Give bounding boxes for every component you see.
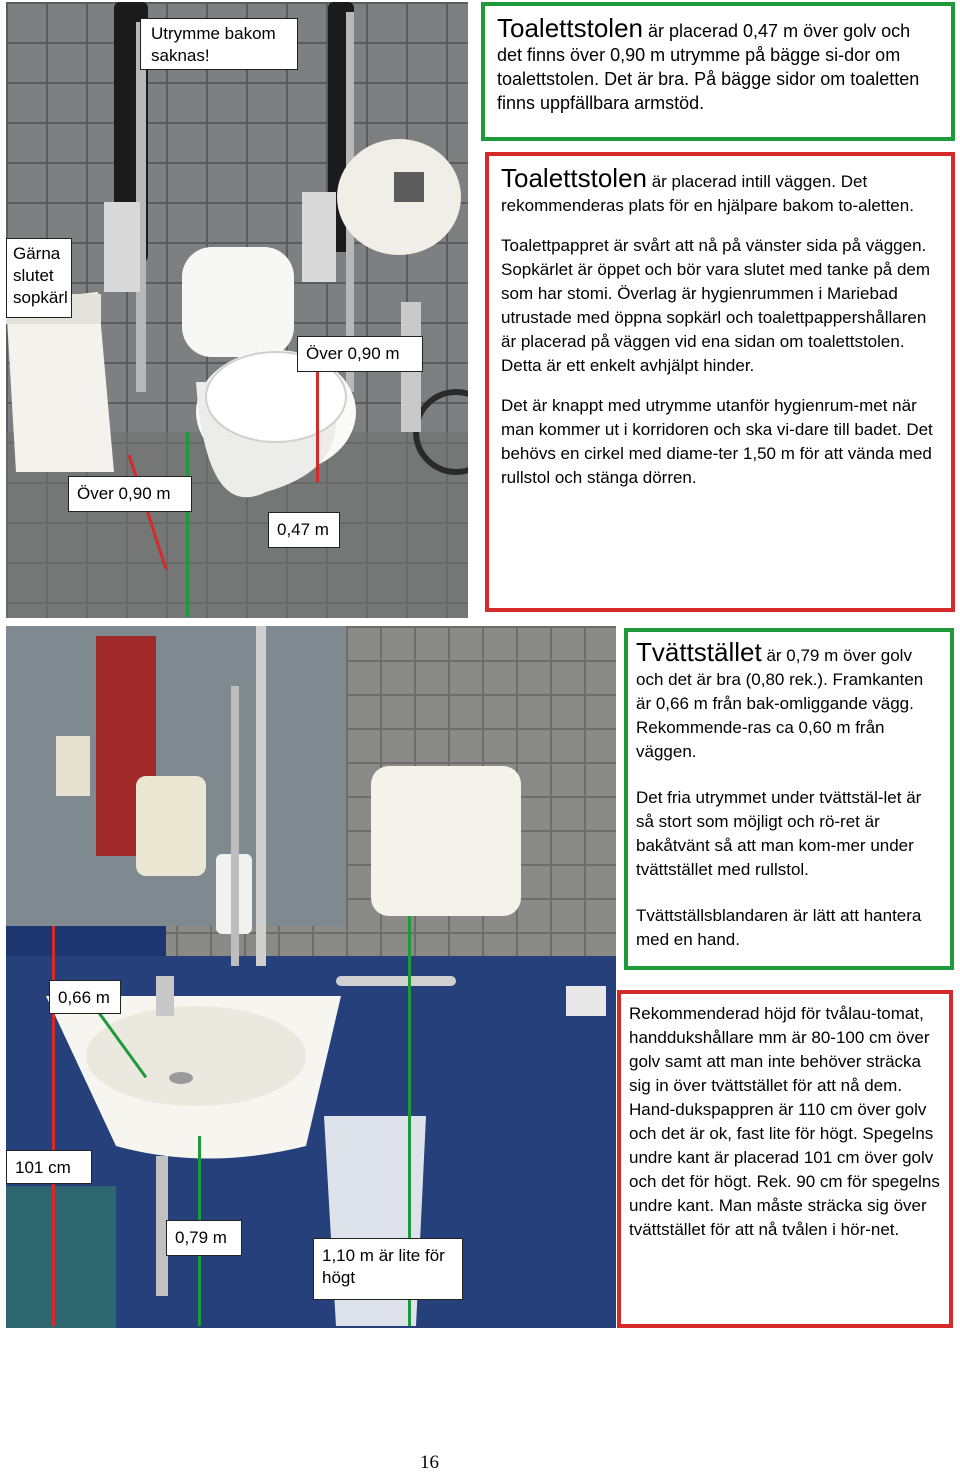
- label-over-090-left-text: Över 0,90 m: [77, 484, 171, 503]
- label-closed-bin-text: Gärna slutet sopkärl: [13, 244, 68, 307]
- toilet-photo-illustration: [6, 2, 468, 618]
- sink-info-box-2: [617, 990, 953, 1328]
- label-height-079: [166, 1220, 242, 1256]
- sink-info-box-1: [624, 628, 954, 970]
- toilet-info-2-p3: Det är knappt med utrymme utanför hygienrum-met när man kommer ut i korridoren och ska vi-dare till badet. Det behövs en cirkel med diame-ter 1,50 m för att vända med rullstol och stänga dörren.: [501, 396, 933, 487]
- label-over-090-right-text: Över 0,90 m: [306, 344, 400, 363]
- measure-line-over-090: [316, 362, 319, 482]
- sink-photo: [6, 626, 616, 1328]
- toilet-info-1-body: är placerad 0,47 m över golv och det finns över 0,90 m utrymme på bägge si-dor om toalettstolen. Det är bra. På bägge sidor om toaletten finns uppfällbara armstöd.: [497, 21, 920, 113]
- label-depth-066: [49, 980, 121, 1014]
- label-height-047: [268, 512, 340, 548]
- toilet-info-1-lead: Toalettstolen: [497, 13, 643, 43]
- toilet-info-box-2: [485, 152, 955, 612]
- label-height-079-text: 0,79 m: [175, 1228, 227, 1247]
- label-closed-bin: [6, 238, 72, 318]
- toilet-info-2-lead: Toalettstolen: [501, 163, 647, 193]
- toilet-photo: [6, 2, 468, 618]
- label-height-110-text: 1,10 m är lite för högt: [322, 1246, 445, 1287]
- toilet-info-1-text: [497, 13, 939, 115]
- label-depth-066-text: 0,66 m: [58, 988, 110, 1007]
- toilet-info-box-1: [481, 2, 955, 141]
- label-mirror-101: [6, 1150, 92, 1184]
- page-number: 16: [420, 1452, 439, 1473]
- sink-info-1-p3: Tvättställsblandaren är lätt att hantera med en hand.: [636, 906, 922, 949]
- label-height-047-text: 0,47 m: [277, 520, 329, 539]
- label-height-110: [313, 1238, 463, 1300]
- label-mirror-101-text: 101 cm: [15, 1158, 71, 1177]
- label-space-behind: [140, 18, 298, 70]
- label-space-behind-text: Utrymme bakom saknas!: [151, 24, 276, 65]
- label-over-090-right: [297, 336, 423, 372]
- measure-line-047: [186, 432, 189, 617]
- sink-info-1-p1-body: är 0,79 m över golv och det är bra (0,80 rek.). Framkanten är 0,66 m från bak-omliggande vägg. Rekommende-ras ca 0,60 m från väggen.: [636, 646, 924, 761]
- label-over-090-left: [68, 476, 192, 512]
- sink-info-1-p2: Det fria utrymmet under tvättstäl-let är så stort som möjligt och rö-ret är bakåtvänt så att man kom-mer under tvättstället med rullstol.: [636, 788, 922, 879]
- sink-info-1-p1: [636, 637, 942, 764]
- sink-info-2-text: Rekommenderad höjd för tvålau-tomat, handdukshållare mm är 80-100 cm över golv samt att man inte behöver sträcka sig in över tvättstället för att nå dem. Hand-dukspappren är 110 cm över golv och det är ok, fast lite för högt. Spegelns undre kant är placerad 101 cm över golv och det för högt. Rek. 90 cm för spegelns undre kant. Man måste sträcka sig över tvättstället för att nå tvålen i hör-net.: [629, 1004, 940, 1239]
- toilet-info-2-p1: [501, 163, 939, 218]
- toilet-info-2-p1-body: är placerad intill väggen. Det rekommenderas plats för en hjälpare bakom to-aletten.: [501, 172, 914, 215]
- toilet-info-2-p2: Toalettpappret är svårt att nå på vänster sida på väggen. Sopkärlet är öppet och bör vara slutet med tanke på dem som har stomi. Överlag är hygienrummen i Mariebad utrustade med öppna sopkärl och toalettpappershållaren är placerad på väggen vid ena sidan om toalettstolen. Detta är ett enkelt avhjälpt hinder.: [501, 236, 931, 375]
- sink-photo-illustration: [6, 626, 616, 1328]
- sink-info-1-lead: Tvättstället: [636, 637, 762, 667]
